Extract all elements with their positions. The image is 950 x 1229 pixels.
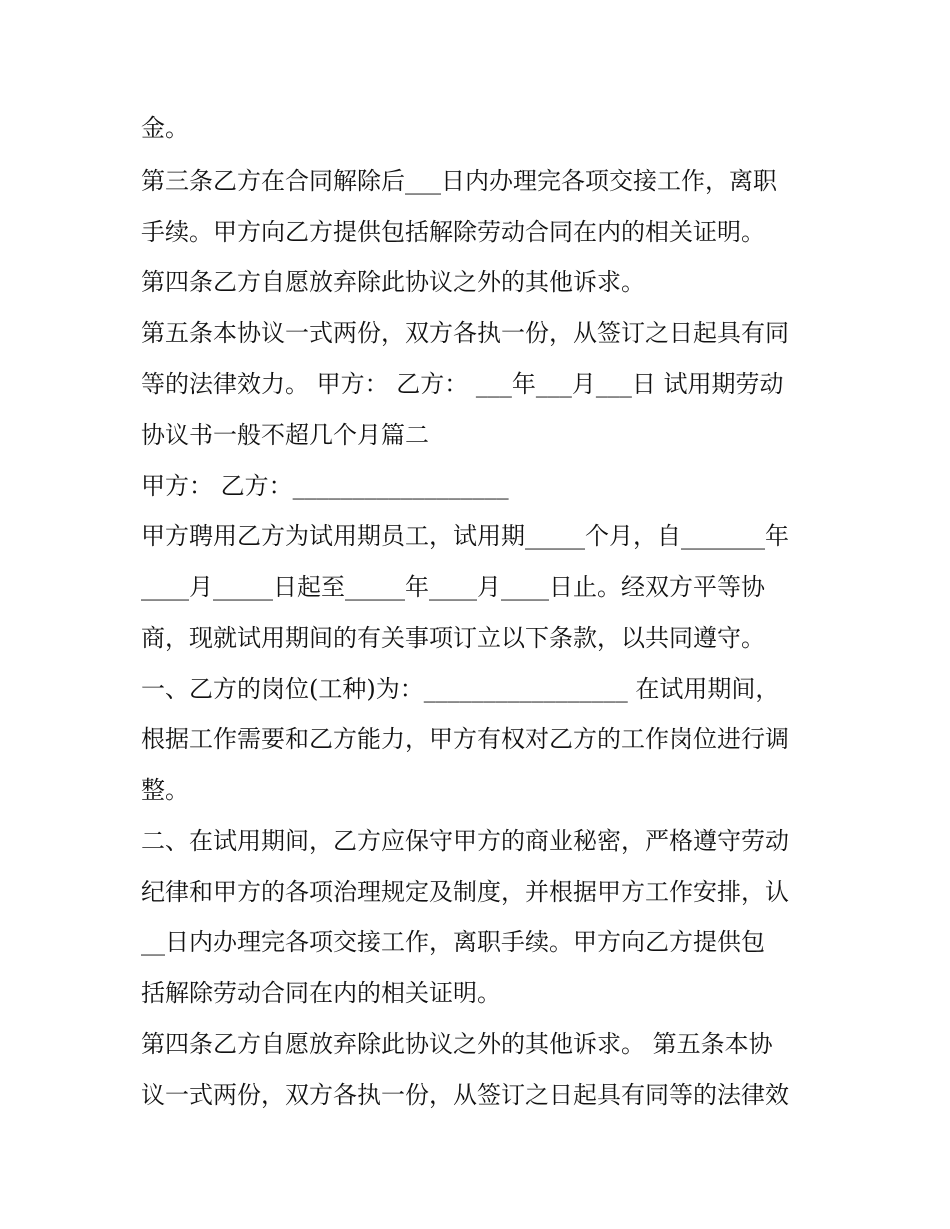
text-line: 纪律和甲方的各项治理规定及制度，并根据甲方工作安排，认 (141, 878, 789, 906)
text-line: 根据工作需要和乙方能力，甲方有权对乙方的工作岗位进行调 (141, 725, 789, 753)
text-line: 第四条乙方自愿放弃除此协议之外的其他诉求。 第五条本协 (141, 1030, 773, 1058)
text-line: 第三条乙方在合同解除后___日内办理完各项交接工作，离职 (141, 167, 777, 195)
text-line: 二、在试用期间，乙方应保守甲方的商业秘密，严格遵守劳动 (141, 827, 789, 855)
text-line: 一、乙方的岗位(工种)为：_________________ 在试用期间， (141, 675, 780, 703)
text-line: 议一式两份，双方各执一份，从签订之日起具有同等的法律效 (141, 1081, 789, 1109)
text-line: 括解除劳动合同在内的相关证明。 (141, 979, 501, 1007)
text-line: 金。 (141, 114, 189, 142)
text-line: __日内办理完各项交接工作，离职手续。甲方向乙方提供包 (141, 928, 765, 956)
text-line: 手续。甲方向乙方提供包括解除劳动合同在内的相关证明。 (141, 218, 765, 246)
text-line: 等的法律效力。 甲方： 乙方： ___年___月___日 试用期劳动 (141, 370, 784, 398)
text-line: 甲方聘用乙方为试用期员工，试用期_____个月，自_______年 (141, 522, 789, 550)
text-line: 甲方： 乙方：__________________ (141, 472, 509, 500)
text-line: ____月_____日起至_____年____月____日止。经双方平等协 (141, 573, 765, 601)
text-line: 协议书一般不超几个月篇二 (141, 421, 429, 449)
text-line: 第四条乙方自愿放弃除此协议之外的其他诉求。 (141, 268, 645, 296)
text-line: 整。 (141, 776, 189, 804)
text-line: 商，现就试用期间的有关事项订立以下条款，以共同遵守。 (141, 624, 765, 652)
text-line: 第五条本协议一式两份，双方各执一份，从签订之日起具有同 (141, 319, 789, 347)
